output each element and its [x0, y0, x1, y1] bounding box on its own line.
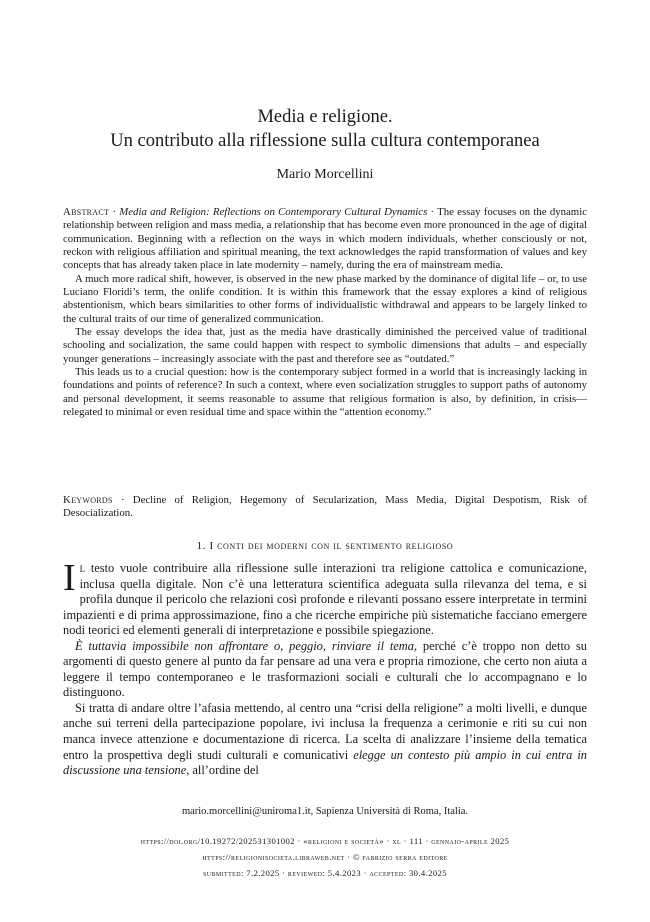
body-paragraph-2-italic: È tuttavia impossibile non affrontare o, peggio, rinviare il tema: [75, 638, 414, 653]
abstract-label: Abstract: [63, 206, 110, 218]
body-paragraph-1: testo vuole contribuire alla riflessione sulle interazioni tra religione cattolica e comunicazione, inclusa quella digitale. Non c’è una letteratura scientifica adeguata sulla rilevanza del tema, e si profila dunque il pericolo che relazioni così profonde e rilevanti possano essere interpretate in termini impazienti e di prima approssimazione, fino a che ricerche empiriche più sistematiche facciano emergere nodi teorici ed elementi generali di interpretazione e possibile spiegazione.: [63, 561, 587, 638]
drop-cap: I: [63, 557, 76, 599]
abstract-paragraph-3: The essay develops the idea that, just as the media have drastically diminished the perceived value of traditional schooling and socialization, the same could happen with respect to symbolic dimensions that adults – and especially younger generations – increasingly associate with the past and therefore see as “outdated.”: [63, 326, 587, 365]
keywords: [63, 494, 587, 521]
body-text: [63, 557, 587, 779]
lead-small-caps: l: [79, 561, 86, 575]
body-paragraph-3-end: , all’ordine del: [186, 763, 259, 778]
article-title: [0, 105, 650, 153]
author-footnote: mario.morcellini@uniroma1.it, Sapienza Università di Roma, Italia.: [181, 806, 469, 817]
abstract-title: Media and Religion: Reflections on Contemporary Cultural Dynamics: [119, 206, 428, 218]
body-paragraph-3-italic: elegge un contesto più ampio in cui entra in discussione una tensione: [63, 747, 587, 778]
abstract-separator-2: ·: [427, 206, 438, 218]
footer-publisher-line: https://religionisocieta.libraweb.net · © fabrizio serra editore: [202, 852, 448, 862]
title-line-1: Media e religione.: [257, 107, 393, 127]
body-paragraph-3: Si tratta di andare oltre l’afasia mettendo, al centro una “crisi della religione” a molti livelli, e dunque anche sui terreni della partecipazione popolare, ivi inclusa la frequenza a cerimonie e riti su cui non manca invece attenzione e documentazione di ricerca. La scelta di analizzare l’insieme della tematica entro la prospettiva degli studi culturali e comunicativi: [63, 700, 587, 762]
keywords-text: Decline of Religion, Hegemony of Secularization, Mass Media, Digital Despotism, Risk of Desocialization.: [63, 494, 587, 520]
keywords-separator: ·: [112, 494, 133, 506]
abstract-separator: ·: [109, 206, 120, 218]
abstract: [63, 206, 587, 420]
author-name: Mario Morcellini: [276, 167, 374, 182]
abstract-paragraph-4: This leads us to a crucial question: how is the contemporary subject formed in a world that is increasingly lacking in foundations and points of reference? In such a context, where even socialization struggles to support paths of autonomy and personal development, it seems reasonable to assume that religious formation is also, by definition, in crisis—relegated to minimal or even residual time and space within the “attention economy.”: [63, 366, 587, 419]
body-paragraph-2: , perché c’è troppo non detto su argomenti di questo genere al punto da far pensare ad una vera e propria rimozione, che certo non aiuta a leggere il tempo contemporaneo e le trasformazioni sociali e culturali che lo accompagnano e lo distinguono.: [63, 638, 587, 700]
footer-doi-line: https://doi.org/10.19272/202531301002 · «religioni e società» · xl · 111 · gennaio-aprile 2025: [140, 836, 510, 846]
title-line-2: Un contributo alla riflessione sulla cultura contemporanea: [110, 131, 540, 151]
section-heading: 1. I conti dei moderni con il sentimento religioso: [196, 540, 454, 552]
keywords-label: Keywords: [63, 494, 113, 506]
abstract-paragraph-2: A much more radical shift, however, is observed in the new phase marked by the dominance of digital life – or, to use Luciano Floridi’s term, the onlife condition. It is within this framework that the essay explores a kind of religious abstentionism, which bears similarities to other forms of individualistic withdrawal and appears to be largely linked to the cultural traits of our time of generalized communication.: [63, 272, 587, 325]
abstract-paragraph-1: The essay focuses on the dynamic relationship between religion and mass media, a relationship that has become even more pronounced in the age of digital communication. Beginning with a reflection on the ways in which modern individuals, whether consciously or not, reckon with religious affiliation and spiritual meaning, the text acknowledges the rapid transformation of values and key concepts that has already taken place in late modernity – namely, during the era of mainstream media.: [63, 206, 588, 272]
footer-dates-line: submitted: 7.2.2025 · reviewed: 5.4.2023 · accepted: 30.4.2025: [203, 868, 447, 878]
